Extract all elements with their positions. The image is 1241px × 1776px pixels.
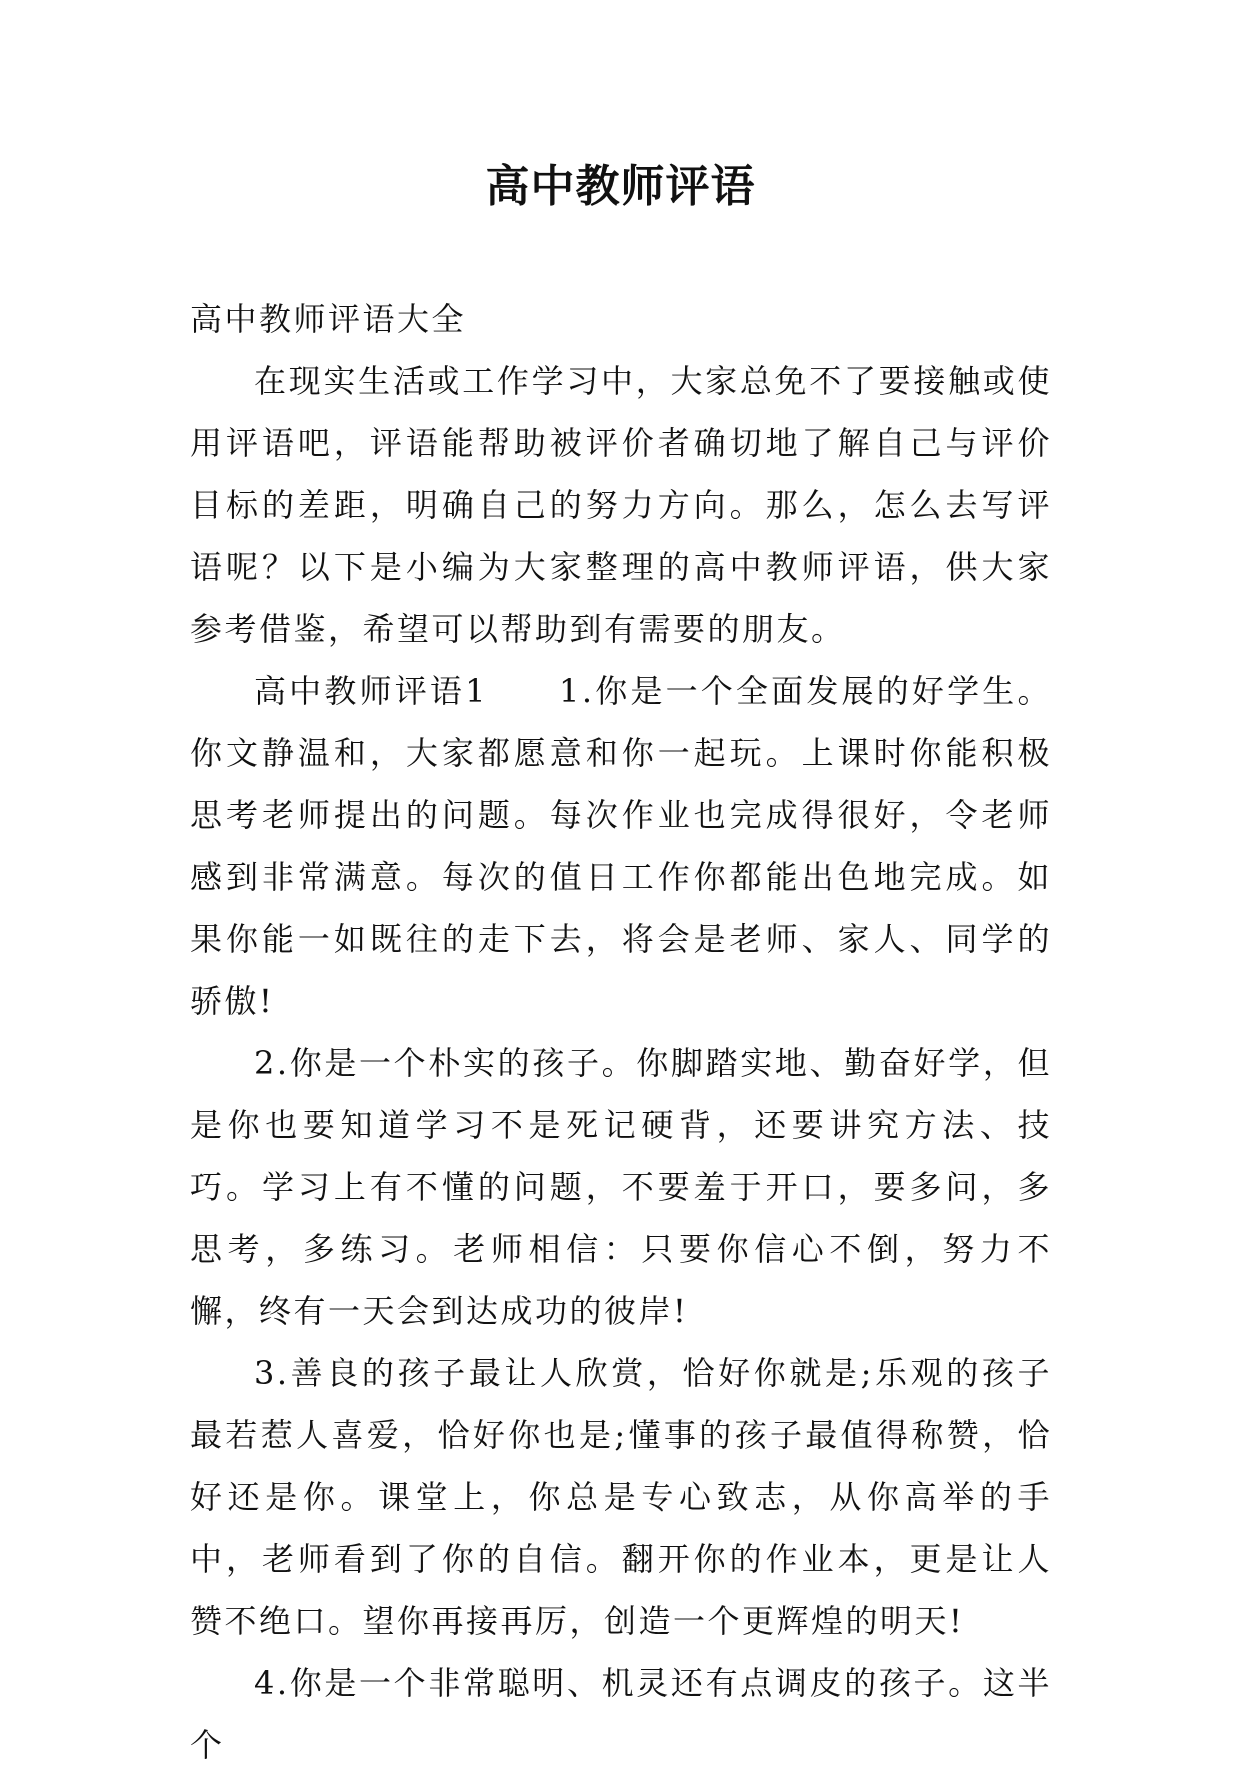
- paragraph-comment-2: 2.你是一个朴实的孩子。你脚踏实地、勤奋好学，但是你也要知道学习不是死记硬背，还要讲究方法、技巧。学习上有不懂的问题，不要羞于开口，要多问，多思考，多练习。老师相信：只要你信心不倒，努力不懈，终有一天会到达成功的彼岸!: [190, 1044, 1052, 1330]
- document-title: 高中教师评语: [485, 161, 756, 212]
- paragraph-intro: 在现实生活或工作学习中，大家总免不了要接触或使用评语吧，评语能帮助被评价者确切地了解自己与评价目标的差距，明确自己的努力方向。那么，怎么去写评语呢？以下是小编为大家整理的高中教师评语，供大家参考借鉴，希望可以帮助到有需要的朋友。: [190, 362, 1052, 648]
- document-subtitle: 高中教师评语大全: [190, 300, 467, 338]
- paragraph-comment-1: 高中教师评语1 1.你是一个全面发展的好学生。你文静温和，大家都愿意和你一起玩。上课时你能积极思考老师提出的问题。每次作业也完成得很好，令老师感到非常满意。每次的值日工作你都能出色地完成。如果你能一如既往的走下去，将会是老师、家人、同学的骄傲!: [190, 672, 1052, 1020]
- document-body: [190, 288, 1052, 1776]
- paragraph-comment-3: 3.善良的孩子最让人欣赏，恰好你就是;乐观的孩子最若惹人喜爱，恰好你也是;懂事的孩子最值得称赞，恰好还是你。课堂上，你总是专心致志，从你高举的手中，老师看到了你的自信。翻开你的作业本，更是让人赞不绝口。望你再接再厉，创造一个更辉煌的明天!: [190, 1354, 1052, 1640]
- paragraph-comment-4: 4.你是一个非常聪明、机灵还有点调皮的孩子。这半个: [190, 1664, 1052, 1764]
